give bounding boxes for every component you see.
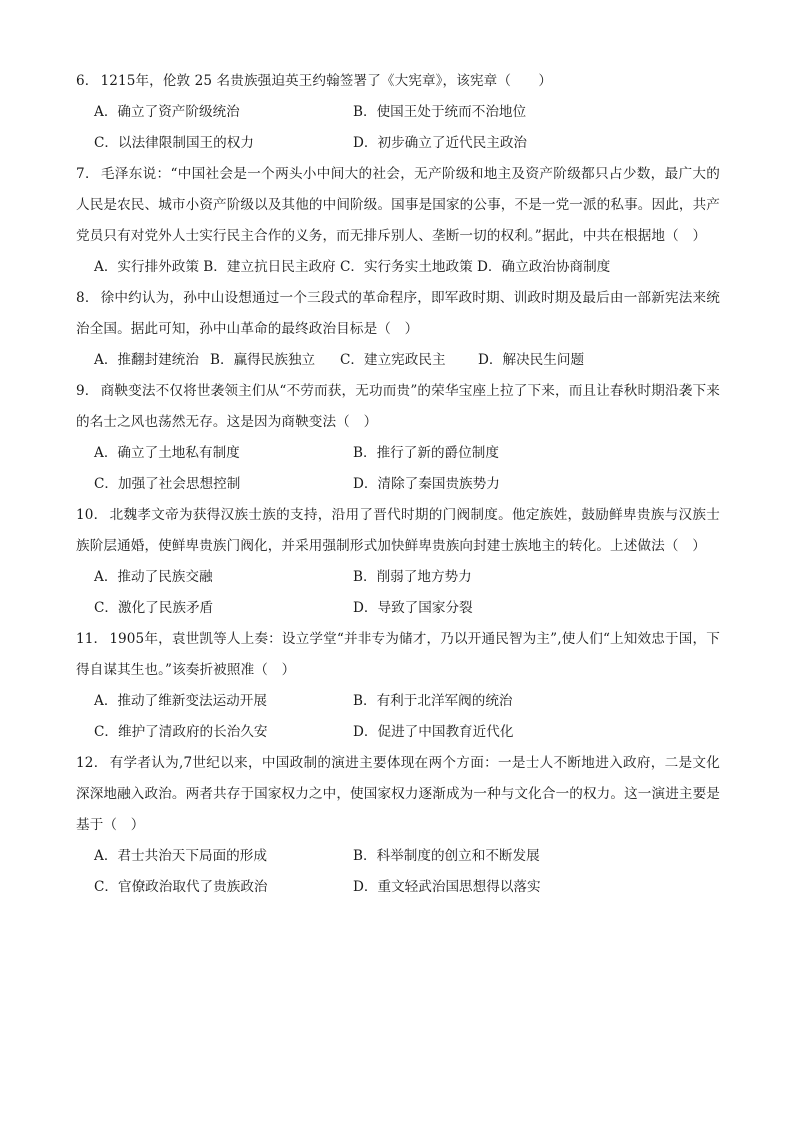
question-list <box>76 66 720 903</box>
option-d[interactable]: D．清除了秦国贵族势力 <box>353 476 500 492</box>
question-7 <box>76 159 720 283</box>
option-b[interactable]: B．赢得民族独立 <box>210 352 316 368</box>
option-a[interactable]: A．推翻封建统治 <box>94 352 199 368</box>
option-c[interactable]: C．维护了清政府的长治久安 <box>94 724 268 740</box>
option-d[interactable]: D．解决民生问题 <box>478 352 585 368</box>
question-8 <box>76 283 720 376</box>
option-list <box>76 686 720 748</box>
option-b[interactable]: B．推行了新的爵位制度 <box>353 445 499 461</box>
option-c[interactable]: C．官僚政治取代了贵族政治 <box>94 879 268 895</box>
option-list <box>76 345 720 376</box>
question-text: 1215年，伦敦 25 名贵族强迫英王约翰签署了《大宪章》，该宪章（ ） <box>100 73 553 89</box>
option-c[interactable]: C．加强了社会思想控制 <box>94 476 241 492</box>
option-c[interactable]: C．激化了民族矛盾 <box>94 600 214 616</box>
question-stem <box>76 748 720 841</box>
option-a[interactable]: A．实行排外政策 <box>94 259 204 275</box>
option-a[interactable]: A．确立了资产阶级统治 <box>94 104 240 120</box>
option-c[interactable]: C．实行务实土地政策 <box>339 259 478 275</box>
question-12 <box>76 748 720 903</box>
option-c[interactable]: C．建立宪政民主 <box>340 352 446 368</box>
question-number: 12． <box>76 755 108 771</box>
question-text: 1905年，袁世凯等人上奏：设立学堂“并非专为储才，乃以开通民智为主”,使人们“上知效忠于国，下得自谋其生也。”该奏折被照准（ ） <box>76 631 720 678</box>
question-text: 有学者认为,7世纪以来，中国政制的演进主要体现在两个方面：一是士人不断地进入政府，二是文化深深地融入政治。两者共存于国家权力之中，使国家权力逐渐成为一种与文化合一的权力。这一演进主要是基于（ ） <box>76 755 720 833</box>
option-a[interactable]: A．推动了维新变法运动开展 <box>94 693 267 709</box>
question-stem <box>76 500 720 562</box>
question-9 <box>76 376 720 500</box>
question-stem <box>76 159 720 252</box>
option-list <box>76 438 720 500</box>
question-stem <box>76 624 720 686</box>
question-number: 9． <box>76 383 99 399</box>
option-list <box>76 97 720 159</box>
option-a[interactable]: A．确立了土地私有制度 <box>94 445 240 461</box>
question-number: 7． <box>76 166 99 182</box>
question-number: 10． <box>76 507 108 523</box>
question-number: 8． <box>76 290 99 306</box>
option-b[interactable]: B．科举制度的创立和不断发展 <box>353 848 540 864</box>
question-number: 6． <box>76 73 99 89</box>
question-10 <box>76 500 720 624</box>
question-text: 徐中约认为，孙中山设想通过一个三段式的革命程序，即军政时期、训政时期及最后由一部新宪法来统治全国。据此可知，孙中山革命的最终政治目标是（ ） <box>76 290 720 337</box>
option-d[interactable]: D．初步确立了近代民主政治 <box>353 135 528 151</box>
option-b[interactable]: B．有利于北洋军阀的统治 <box>353 693 513 709</box>
option-b[interactable]: B．使国王处于统而不治地位 <box>353 104 527 120</box>
question-number: 11． <box>76 631 108 647</box>
option-c[interactable]: C．以法律限制国王的权力 <box>94 135 254 151</box>
option-a[interactable]: A．推动了民族交融 <box>94 569 213 585</box>
option-d[interactable]: D．重文轻武治国思想得以落实 <box>353 879 541 895</box>
option-d[interactable]: D．促进了中国教育近代化 <box>353 724 514 740</box>
option-a[interactable]: A．君士共治天下局面的形成 <box>94 848 267 864</box>
option-list <box>76 841 720 903</box>
option-b[interactable]: B．削弱了地方势力 <box>353 569 472 585</box>
option-d[interactable]: D．导致了国家分裂 <box>353 600 473 616</box>
question-6 <box>76 66 720 159</box>
option-list <box>76 252 720 283</box>
question-stem <box>76 283 720 345</box>
question-stem <box>76 66 720 97</box>
option-list <box>76 562 720 624</box>
question-11 <box>76 624 720 748</box>
question-text: 毛泽东说：“中国社会是一个两头小中间大的社会，无产阶级和地主及资产阶级都只占少数，最广大的人民是农民、城市小资产阶级以及其他的中间阶级。国事是国家的公事，不是一党一派的私事。因此，共产党员只有对党外人士实行民主合作的义务，而无排斥别人、垄断一切的权利。”据此，中共在根据地（ ） <box>76 166 720 244</box>
question-stem <box>76 376 720 438</box>
question-text: 商鞅变法不仅将世袭领主们从“不劳而获，无功而贵”的荣华宝座上拉了下来，而且让春秋时期沿袭下来的名士之风也荡然无存。这是因为商鞅变法（ ） <box>76 383 720 430</box>
question-text: 北魏孝文帝为获得汉族士族的支持，沿用了晋代时期的门阀制度。他定族姓，鼓励鲜卑贵族与汉族士族阶层通婚，使鲜卑贵族门阀化，并采用强制形式加快鲜卑贵族向封建士族地主的转化。上述做法（ ） <box>76 507 720 554</box>
option-b[interactable]: B．建立抗日民主政府 <box>203 259 340 275</box>
option-d[interactable]: D．确立政治协商制度 <box>477 259 611 275</box>
